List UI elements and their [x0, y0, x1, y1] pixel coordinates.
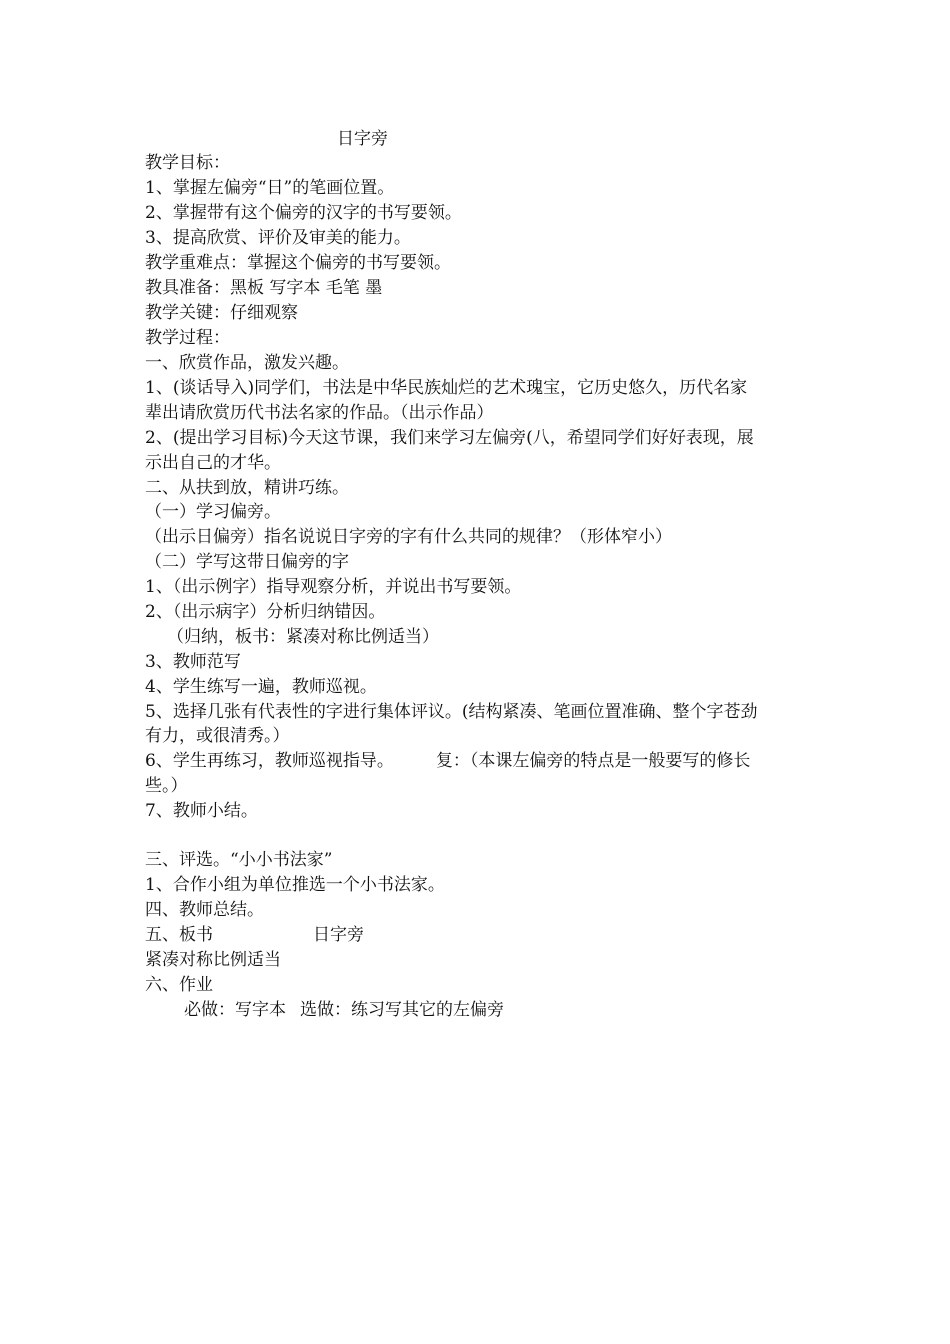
text-line: 1、合作小组为单位推选一个小书法家。: [145, 875, 445, 895]
text-line: 3、提高欣赏、评价及审美的能力。: [145, 228, 411, 248]
text-line: 5、选择几张有代表性的字进行集体评议。(结构紧凑、笔画位置准确、整个字苍劲: [145, 702, 758, 722]
text-segment: 五、板书: [145, 925, 213, 945]
text-line: 教学过程：: [145, 328, 230, 348]
text-line: 1、（出示例字）指导观察分析，并说出书写要领。: [145, 577, 522, 597]
text-segment: 日字旁: [313, 925, 364, 945]
text-line: 1、掌握左偏旁“日”的笔画位置。: [145, 178, 395, 198]
text-line: 示出自己的才华。: [145, 453, 281, 473]
text-line: 教学目标：: [145, 153, 230, 173]
text-line: 2、掌握带有这个偏旁的汉字的书写要领。: [145, 203, 462, 223]
text-line: 二、从扶到放，精讲巧练。: [145, 478, 349, 498]
text-line: 教学关键：仔细观察: [145, 303, 298, 323]
text-line: 些。）: [145, 776, 188, 796]
text-line: [184, 998, 504, 1022]
text-line: 1、(谈话导入)同学们，书法是中华民族灿烂的艺术瑰宝，它历史悠久，历代名家: [145, 378, 748, 398]
text-segment: 复：（本课左偏旁的特点是一般要写的修长: [435, 751, 751, 771]
text-line: 有力，或很清秀。）: [145, 726, 290, 746]
text-line: 4、学生练写一遍，教师巡视。: [145, 677, 377, 697]
text-line: 7、教师小结。: [145, 801, 258, 821]
text-line: 教学重难点：掌握这个偏旁的书写要领。: [145, 253, 451, 273]
text-segment: 6、学生再练习，教师巡视指导。: [145, 751, 394, 771]
text-line: 教具准备：黑板 写字本 毛笔 墨: [145, 278, 383, 298]
text-line: 2、（出示病字）分析归纳错因。: [145, 602, 386, 622]
text-line: 3、教师范写: [145, 652, 241, 672]
text-segment: 必做：写字本: [184, 1000, 286, 1020]
doc-title: 日字旁: [337, 129, 388, 149]
text-line: 六、作业: [145, 975, 213, 995]
text-line: （一）学习偏旁。: [145, 502, 281, 522]
text-line: （二）学写这带日偏旁的字: [145, 552, 349, 572]
text-line: （归纳，板书：紧凑对称比例适当）: [167, 627, 439, 647]
text-line: 辈出请欣赏历代书法名家的作品。（出示作品）: [145, 403, 494, 423]
text-line: 四、教师总结。: [145, 900, 264, 920]
text-line: [145, 923, 364, 947]
text-segment: 选做：练习写其它的左偏旁: [300, 1000, 504, 1020]
text-line: 2、(提出学习目标)今天这节课，我们来学习左偏旁(八，希望同学们好好表现，展: [145, 428, 754, 448]
text-line: （出示日偏旁）指名说说日字旁的字有什么共同的规律？（形体窄小）: [145, 527, 672, 547]
text-line: 三、评选。“小小书法家”: [145, 850, 333, 870]
text-line: 一、欣赏作品，激发兴趣。: [145, 353, 349, 373]
text-line: [145, 749, 750, 773]
text-line: 紧凑对称比例适当: [145, 950, 281, 970]
